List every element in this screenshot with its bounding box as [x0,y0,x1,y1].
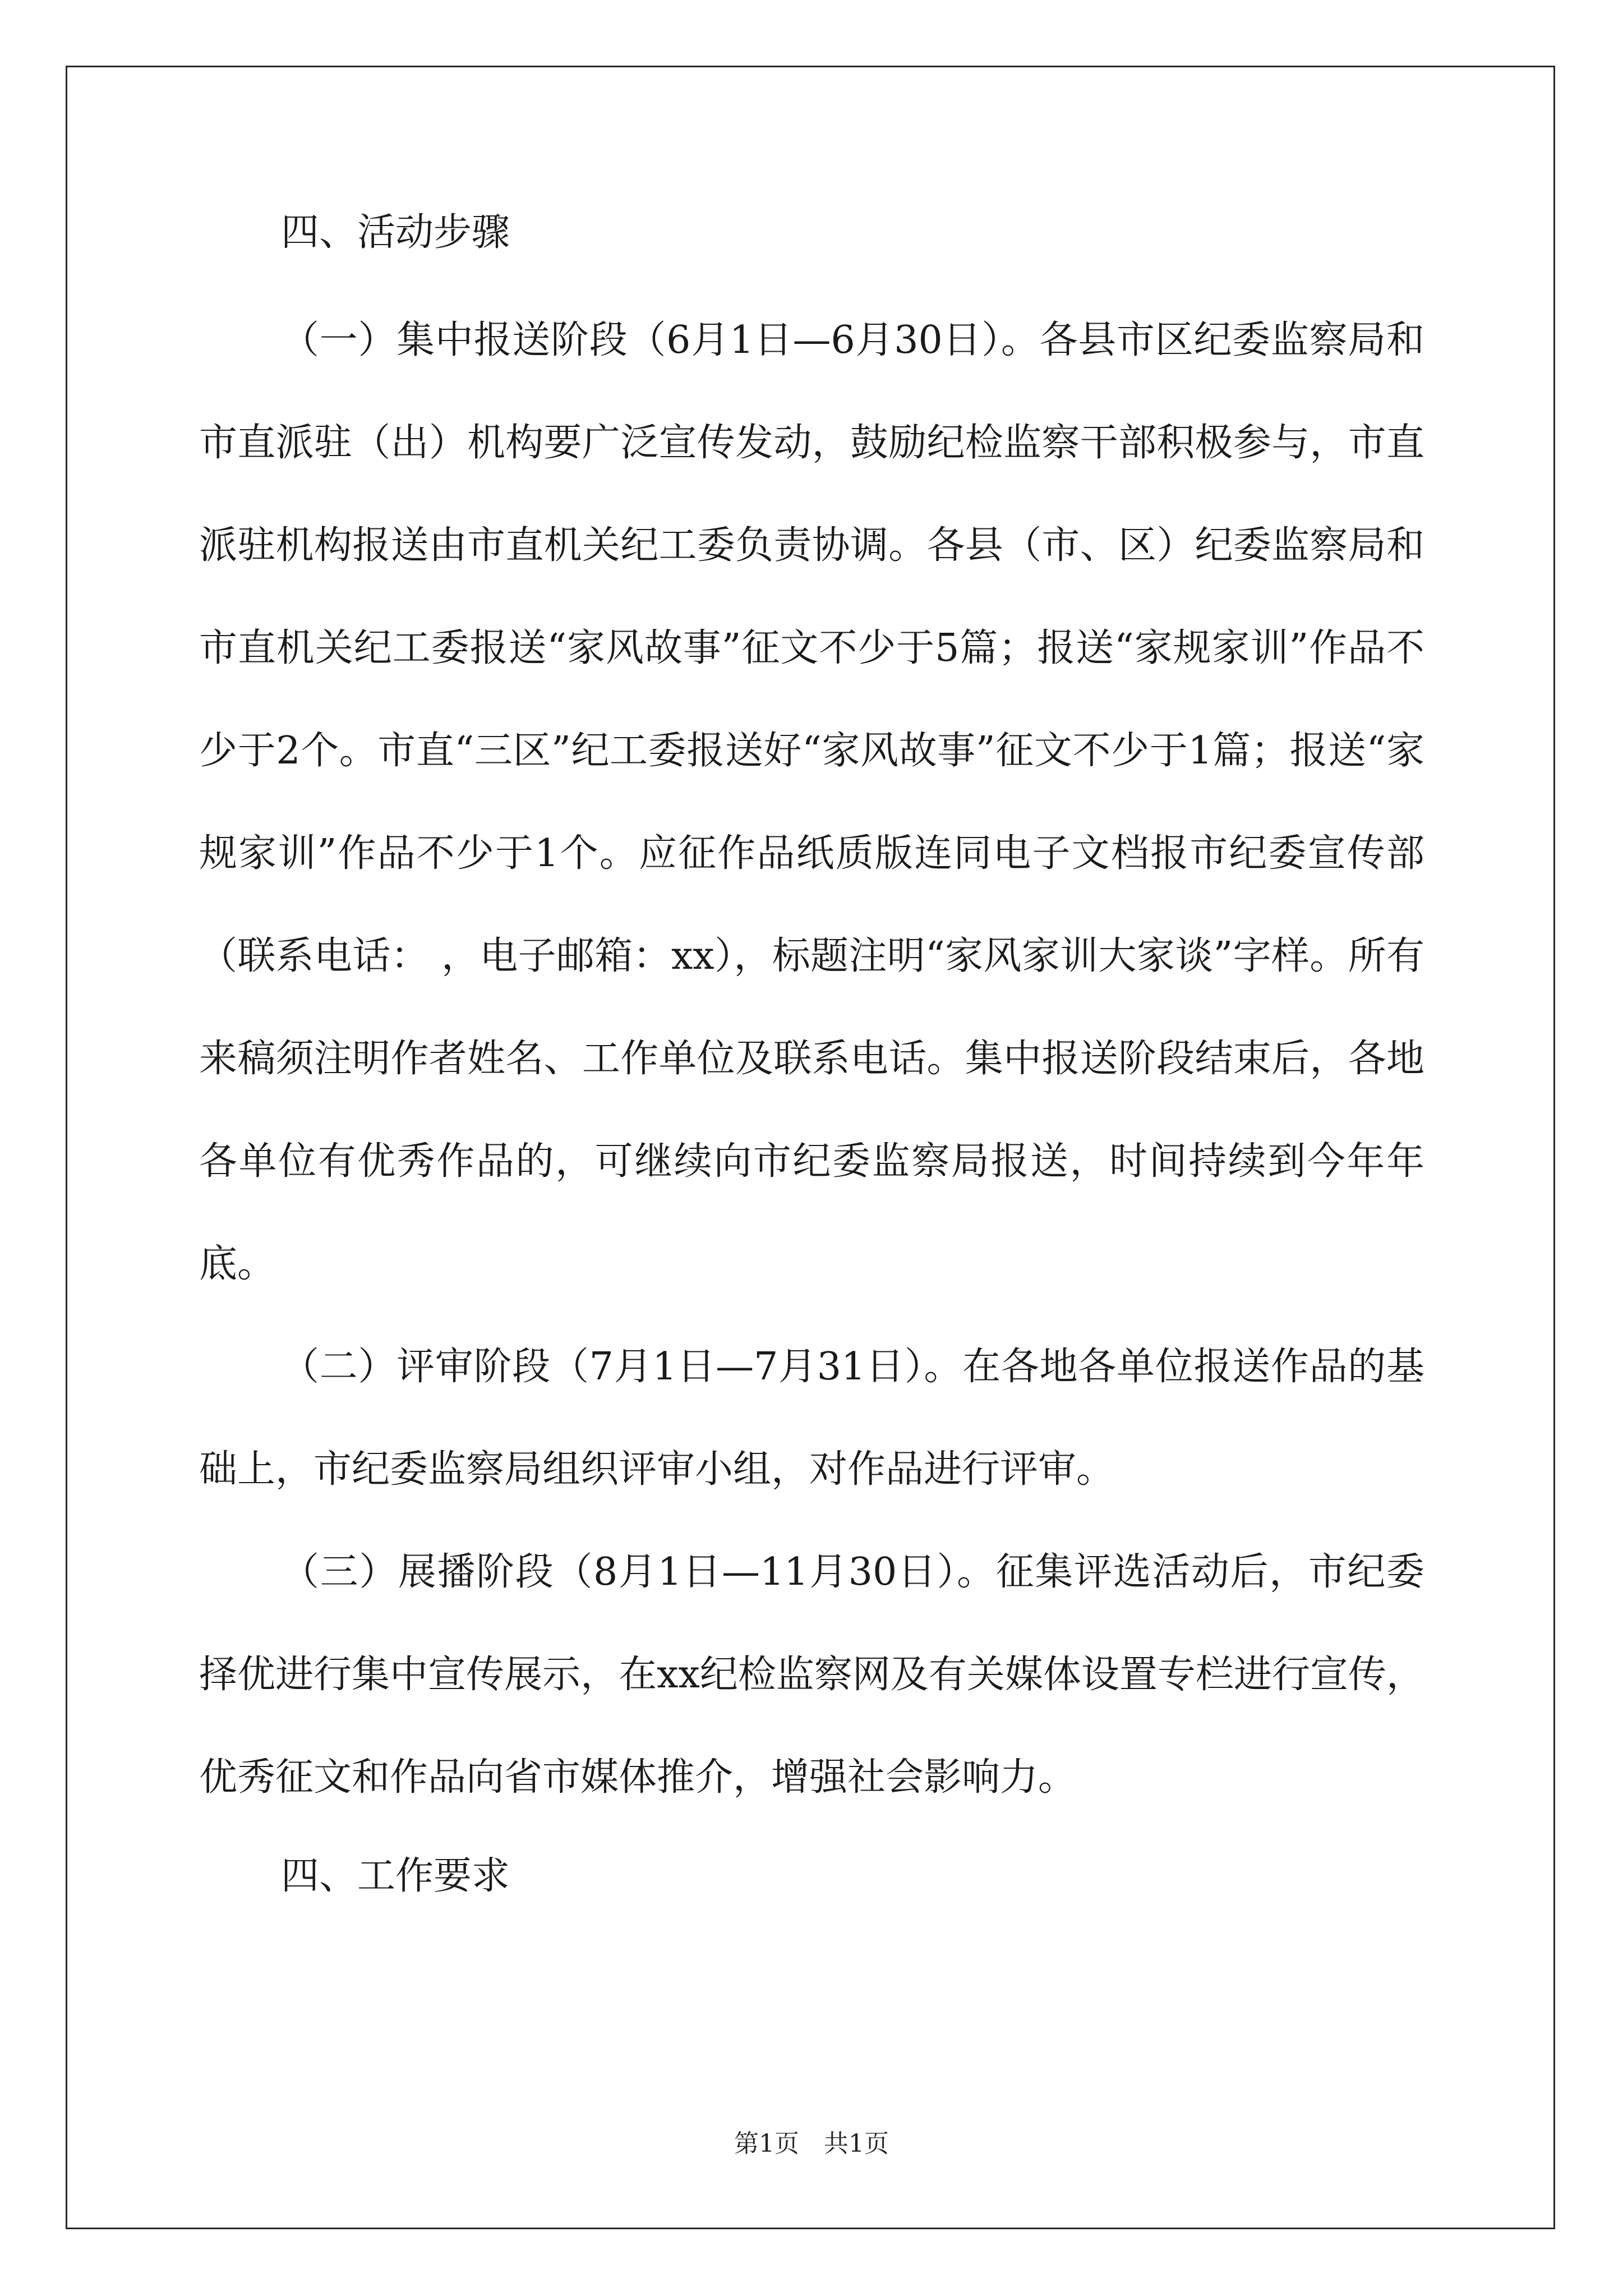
page-footer: 第1页 共1页 [734,2129,889,2158]
section-heading-steps: 四、活动步骤 [281,210,510,255]
paragraph-stage-1: （一）集中报送阶段（6月1日—6月30日）。各县市区纪委监察局和市直派驻（出）机构要广泛宣传发动，鼓励纪检监察干部积极参与，市直派驻机构报送由市直机关纪工委负责协调。各县（市、区）纪委监察局和市直机关纪工委报送“家风故事”征文不少于5篇；报送“家规家训”作品不少于2个。市直“三区”纪工委报送好“家风故事”征文不少于1篇；报送“家规家训”作品不少于1个。应征作品纸质版连同电子文档报市纪委宣传部（联系电话： ，电子邮箱：xx），标题注明“家风家训大家谈”字样。所有来稿须注明作者姓名、工作单位及联系电话。集中报送阶段结束后，各地各单位有优秀作品的，可继续向市纪委监察局报送，时间持续到今年年底。 [199,318,1424,1286]
document-body [199,202,1424,1907]
section-heading-requirements: 四、工作要求 [281,1854,510,1898]
paragraph-stage-2: （二）评审阶段（7月1日—7月31日）。在各地各单位报送作品的基础上，市纪委监察局组织评审小组，对作品进行评审。 [199,1345,1424,1492]
paragraph-stage-3: （三）展播阶段（8月1日—11月30日）。征集评选活动后，市纪委择优进行集中宣传展示，在xx纪检监察网及有关媒体设置专栏进行宣传，优秀征文和作品向省市媒体推介，增强社会影响力。 [199,1550,1424,1800]
